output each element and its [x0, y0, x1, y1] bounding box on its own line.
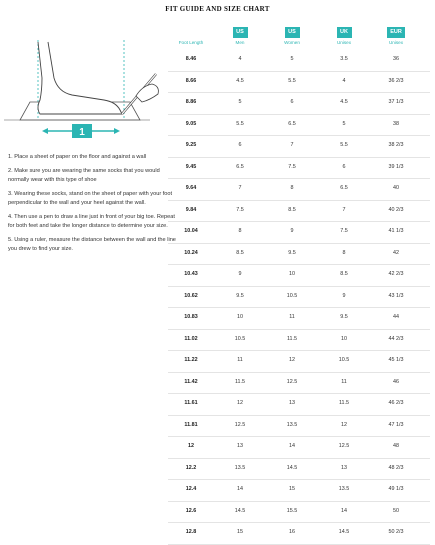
instruction-step: 4. Then use a pen to draw a line just in front of your big toe. Repeat for both feet and take the longer distance to determine your size.: [8, 214, 175, 229]
column-badge: EUR: [387, 27, 405, 38]
size-cell: 12.5: [338, 443, 350, 449]
size-cell: 6.5: [288, 120, 296, 127]
size-cell: 4.5: [340, 99, 348, 105]
size-cell: 14.5: [338, 529, 350, 535]
foot-length-cell: 9.45: [185, 163, 197, 170]
table-row: [168, 158, 430, 180]
size-cell: 13: [289, 400, 295, 406]
size-cell: 49 1/3: [388, 486, 404, 492]
instructions: [8, 153, 176, 259]
size-cell: 36 2/3: [388, 77, 404, 84]
size-cell: 9.5: [288, 249, 296, 256]
size-cell: 36: [393, 56, 399, 62]
table-row: [168, 265, 430, 287]
size-cell: 40: [393, 185, 399, 191]
table-row: [168, 373, 430, 395]
foot-length-cell: 11.22: [184, 357, 198, 363]
size-cell: 12: [289, 357, 295, 363]
size-cell: 48 2/3: [388, 464, 404, 471]
measure-badge-number: 1: [79, 127, 85, 138]
size-cell: 16: [289, 529, 295, 535]
table-row: [168, 222, 430, 244]
foot-length-cell: 8.86: [185, 99, 197, 105]
size-cell: 43 1/3: [388, 292, 404, 299]
table-row: [168, 179, 430, 201]
foot-length-cell: 11.61: [184, 400, 198, 406]
size-cell: 39 1/3: [388, 163, 404, 170]
size-cell: 9: [238, 271, 242, 277]
column-header: [370, 20, 422, 45]
column-badge: US: [285, 27, 300, 38]
foot-length-cell: 9.84: [185, 206, 197, 213]
size-cell: 11.5: [338, 400, 350, 406]
table-row: [168, 480, 430, 502]
size-cell: 14.5: [234, 507, 246, 514]
size-cell: 7: [290, 142, 294, 148]
size-cell: 5: [342, 120, 346, 127]
size-cell: 15.5: [286, 507, 298, 514]
column-header: [318, 20, 370, 45]
size-cell: 10.5: [286, 292, 298, 299]
foot-length-cell: 9.64: [185, 185, 197, 191]
size-cell: 3.5: [340, 56, 348, 62]
size-cell: 10: [237, 314, 243, 320]
size-cell: 50: [393, 507, 399, 514]
foot-length-cell: 11.02: [184, 335, 198, 342]
size-cell: 6: [238, 142, 242, 148]
size-cell: 10: [341, 335, 347, 342]
size-cell: 4: [342, 77, 346, 84]
size-cell: 40 2/3: [388, 206, 404, 213]
size-cell: 4: [238, 56, 242, 62]
size-cell: 48: [393, 443, 399, 449]
size-cell: 11: [237, 357, 243, 363]
table-row: [168, 115, 430, 137]
column-sub: Unisex: [388, 40, 404, 45]
size-cell: 7: [342, 206, 346, 213]
size-cell: 38 2/3: [388, 142, 404, 148]
foot-length-cell: 10.62: [184, 292, 198, 299]
size-cell: 5: [238, 99, 242, 105]
table-row: [168, 201, 430, 223]
foot-length-header: Foot Length: [178, 40, 204, 45]
size-cell: 6.5: [236, 163, 244, 170]
size-cell: 46 2/3: [388, 400, 404, 406]
size-cell: 5: [290, 56, 294, 62]
size-cell: 10.5: [234, 335, 246, 342]
size-cell: 42 2/3: [388, 271, 404, 277]
size-cell: 44 2/3: [388, 335, 404, 342]
table-row: [168, 287, 430, 309]
size-cell: 9.5: [340, 314, 348, 320]
size-table: [168, 20, 430, 545]
size-cell: 11: [289, 314, 295, 320]
table-row: [168, 330, 430, 352]
size-cell: 7: [238, 185, 242, 191]
size-cell: 11: [341, 378, 347, 385]
size-cell: 9.5: [236, 292, 244, 299]
column-sub: Men: [235, 40, 245, 45]
size-cell: 45 1/3: [388, 357, 404, 363]
size-table-header: [168, 20, 430, 50]
size-cell: 10.5: [338, 357, 350, 363]
size-cell: 9: [342, 292, 346, 299]
size-cell: 13.5: [286, 421, 298, 428]
size-cell: 14: [289, 443, 295, 449]
size-cell: 11.5: [286, 335, 298, 342]
foot-length-cell: 9.05: [185, 120, 197, 127]
foot-length-cell: 10.24: [184, 249, 198, 256]
size-cell: 8: [342, 249, 346, 256]
size-cell: 12: [237, 400, 243, 406]
table-row: [168, 50, 430, 72]
size-cell: 8.5: [288, 206, 296, 213]
instruction-step: 1. Place a sheet of paper on the floor and against a wall: [8, 154, 147, 160]
table-row: [168, 459, 430, 481]
page-title: FIT GUIDE AND SIZE CHART: [165, 5, 270, 13]
size-cell: 42: [393, 249, 399, 256]
column-badge: UK: [337, 27, 352, 38]
size-cell: 14: [237, 486, 243, 492]
size-cell: 13: [341, 464, 347, 471]
foot-measurement-illustration: [0, 40, 170, 150]
size-cell: 13.5: [338, 486, 350, 492]
size-cell: 5.5: [236, 120, 244, 127]
foot-length-cell: 12.6: [185, 507, 197, 514]
size-cell: 8.5: [340, 271, 348, 277]
table-row: [168, 502, 430, 524]
foot-length-cell: 12.2: [185, 464, 197, 471]
table-row: [168, 93, 430, 115]
foot-length-cell: 12.8: [185, 529, 197, 535]
table-row: [168, 244, 430, 266]
size-cell: 50 2/3: [388, 529, 404, 535]
size-cell: 15: [289, 486, 295, 492]
foot-length-cell: 8.66: [185, 77, 197, 84]
size-cell: 41 1/3: [388, 228, 404, 234]
foot-length-cell: 8.46: [185, 56, 197, 62]
size-cell: 14: [341, 507, 347, 514]
size-cell: 12.5: [286, 378, 298, 385]
size-cell: 6: [342, 163, 346, 170]
column-header: [214, 20, 266, 45]
table-row: [168, 136, 430, 158]
table-row: [168, 351, 430, 373]
foot-length-cell: 10.83: [184, 314, 198, 320]
foot-length-cell: 12: [188, 443, 194, 449]
size-cell: 14.5: [286, 464, 298, 471]
size-cell: 38: [393, 120, 399, 127]
size-cell: 6: [290, 99, 294, 105]
table-row: [168, 523, 430, 545]
table-row: [168, 394, 430, 416]
size-cell: 8: [238, 228, 242, 234]
size-cell: 15: [237, 529, 243, 535]
size-cell: 5.5: [288, 77, 296, 84]
size-cell: 7.5: [340, 228, 348, 234]
instruction-step: 3. Wearing these socks, stand on the sheet of paper with your foot perpendicular to the wall and your heel against the wall.: [8, 191, 173, 206]
size-cell: 7.5: [288, 163, 296, 170]
foot-length-cell: 10.04: [184, 228, 198, 234]
table-row: [168, 72, 430, 94]
column-sub: Women: [284, 40, 300, 45]
table-row: [168, 416, 430, 438]
size-cell: 10: [289, 271, 295, 277]
size-cell: 13: [237, 443, 243, 449]
size-cell: 5.5: [340, 142, 348, 148]
size-cell: 4.5: [236, 77, 244, 84]
size-cell: 7.5: [236, 206, 244, 213]
size-cell: 9: [290, 228, 294, 234]
size-cell: 11.5: [234, 378, 246, 385]
instruction-step: 2. Make sure you are wearing the same socks that you would normally wear with this type of shoe: [8, 168, 160, 183]
size-cell: 44: [393, 314, 399, 320]
table-row: [168, 437, 430, 459]
foot-length-cell: 11.81: [184, 421, 198, 428]
foot-length-cell: 11.42: [184, 378, 198, 385]
size-cell: 6.5: [340, 185, 348, 191]
size-cell: 12.5: [234, 421, 246, 428]
size-cell: 47 1/3: [388, 421, 404, 428]
size-cell: 46: [393, 378, 399, 385]
table-row: [168, 308, 430, 330]
size-cell: 8.5: [236, 249, 244, 256]
column-badge: US: [233, 27, 248, 38]
size-cell: 37 1/3: [388, 99, 404, 105]
foot-length-cell: 9.25: [185, 142, 197, 148]
column-header: [266, 20, 318, 45]
size-cell: 12: [341, 421, 347, 428]
size-cell: 8: [290, 185, 294, 191]
size-cell: 13.5: [234, 464, 246, 471]
size-table-body: [168, 50, 430, 545]
foot-length-cell: 12.4: [185, 486, 197, 492]
foot-length-cell: 10.43: [184, 271, 198, 277]
instruction-step: 5. Using a ruler, measure the distance between the wall and the line you drew to find your size.: [8, 237, 176, 252]
column-sub: Unisex: [336, 40, 352, 45]
